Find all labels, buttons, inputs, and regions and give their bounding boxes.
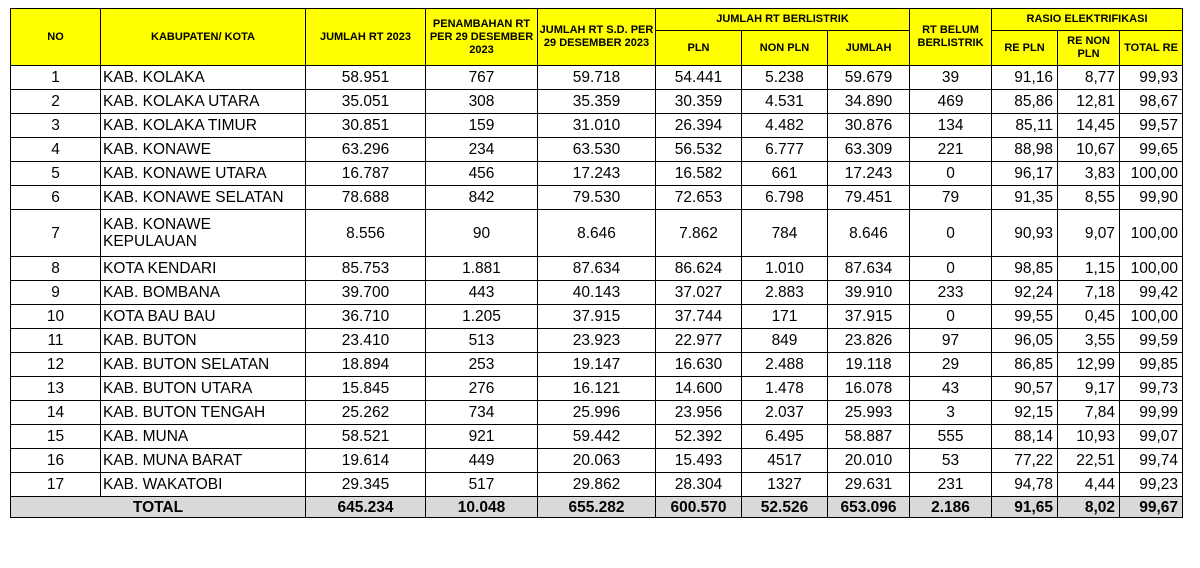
cell-re-pln: 91,16 — [992, 66, 1058, 90]
cell-name: KAB. WAKATOBI — [101, 473, 306, 497]
table-header — [11, 9, 1183, 66]
cell-name: KAB. KOLAKA TIMUR — [101, 114, 306, 138]
cell-rt2023: 39.700 — [306, 281, 426, 305]
cell-total-re: 99,74 — [1120, 449, 1183, 473]
cell-jumlah: 37.915 — [828, 305, 910, 329]
cell-rt2023: 36.710 — [306, 305, 426, 329]
cell-pln: 86.624 — [656, 257, 742, 281]
cell-non-pln: 4.531 — [742, 90, 828, 114]
cell-rt2023: 16.787 — [306, 162, 426, 186]
cell-belum: 3 — [910, 401, 992, 425]
table-row — [11, 305, 1183, 329]
cell-name: KAB. BOMBANA — [101, 281, 306, 305]
cell-no: 7 — [11, 210, 101, 257]
cell-non-pln: 6.777 — [742, 138, 828, 162]
cell-re-pln: 96,05 — [992, 329, 1058, 353]
cell-name: KAB. KONAWE KEPULAUAN — [101, 210, 306, 257]
cell-tambah: 456 — [426, 162, 538, 186]
cell-rt-sd: 63.530 — [538, 138, 656, 162]
cell-total-re: 99,42 — [1120, 281, 1183, 305]
cell-jumlah: 29.631 — [828, 473, 910, 497]
cell-re-pln: 90,57 — [992, 377, 1058, 401]
cell-rt2023: 23.410 — [306, 329, 426, 353]
cell-belum: 134 — [910, 114, 992, 138]
cell-rt-sd: 79.530 — [538, 186, 656, 210]
cell-non-pln: 849 — [742, 329, 828, 353]
cell-rt-sd: 16.121 — [538, 377, 656, 401]
cell-name: KAB. KONAWE UTARA — [101, 162, 306, 186]
cell-rt-sd: 35.359 — [538, 90, 656, 114]
total-re-non-pln: 8,02 — [1058, 497, 1120, 518]
cell-no: 8 — [11, 257, 101, 281]
cell-rt-sd: 29.862 — [538, 473, 656, 497]
cell-total-re: 99,99 — [1120, 401, 1183, 425]
total-rt-sd: 655.282 — [538, 497, 656, 518]
header-rasio-group: RASIO ELEKTRIFIKASI — [992, 9, 1183, 31]
cell-tambah: 443 — [426, 281, 538, 305]
cell-tambah: 276 — [426, 377, 538, 401]
header-penambahan: PENAMBAHAN RT PER 29 DESEMBER 2023 — [426, 9, 538, 66]
cell-jumlah: 17.243 — [828, 162, 910, 186]
cell-belum: 469 — [910, 90, 992, 114]
cell-belum: 97 — [910, 329, 992, 353]
cell-belum: 29 — [910, 353, 992, 377]
total-label: TOTAL — [11, 497, 306, 518]
cell-non-pln: 661 — [742, 162, 828, 186]
cell-no: 14 — [11, 401, 101, 425]
table-body — [11, 66, 1183, 518]
total-jumlah: 653.096 — [828, 497, 910, 518]
cell-belum: 39 — [910, 66, 992, 90]
cell-rt-sd: 59.442 — [538, 425, 656, 449]
cell-rt-sd: 20.063 — [538, 449, 656, 473]
header-berlistrik-group: JUMLAH RT BERLISTRIK — [656, 9, 910, 31]
cell-non-pln: 6.495 — [742, 425, 828, 449]
cell-name: KAB. BUTON TENGAH — [101, 401, 306, 425]
cell-tambah: 1.881 — [426, 257, 538, 281]
header-re-non-pln: RE NON PLN — [1058, 31, 1120, 66]
total-non-pln: 52.526 — [742, 497, 828, 518]
table-row — [11, 186, 1183, 210]
cell-non-pln: 2.883 — [742, 281, 828, 305]
total-pln: 600.570 — [656, 497, 742, 518]
cell-rt2023: 78.688 — [306, 186, 426, 210]
cell-tambah: 734 — [426, 401, 538, 425]
cell-name: KAB. BUTON SELATAN — [101, 353, 306, 377]
cell-pln: 16.582 — [656, 162, 742, 186]
cell-rt2023: 58.951 — [306, 66, 426, 90]
cell-re-non-pln: 1,15 — [1058, 257, 1120, 281]
cell-belum: 0 — [910, 210, 992, 257]
cell-no: 9 — [11, 281, 101, 305]
cell-total-re: 100,00 — [1120, 305, 1183, 329]
cell-rt2023: 29.345 — [306, 473, 426, 497]
cell-jumlah: 19.118 — [828, 353, 910, 377]
cell-jumlah: 34.890 — [828, 90, 910, 114]
cell-total-re: 98,67 — [1120, 90, 1183, 114]
cell-pln: 54.441 — [656, 66, 742, 90]
cell-no: 1 — [11, 66, 101, 90]
table-row — [11, 425, 1183, 449]
cell-no: 4 — [11, 138, 101, 162]
cell-re-non-pln: 10,67 — [1058, 138, 1120, 162]
cell-non-pln: 171 — [742, 305, 828, 329]
cell-jumlah: 63.309 — [828, 138, 910, 162]
cell-jumlah: 39.910 — [828, 281, 910, 305]
cell-no: 6 — [11, 186, 101, 210]
cell-tambah: 308 — [426, 90, 538, 114]
cell-tambah: 1.205 — [426, 305, 538, 329]
table-row — [11, 257, 1183, 281]
cell-non-pln: 784 — [742, 210, 828, 257]
total-total-re: 99,67 — [1120, 497, 1183, 518]
cell-total-re: 100,00 — [1120, 210, 1183, 257]
table-row — [11, 353, 1183, 377]
cell-re-pln: 77,22 — [992, 449, 1058, 473]
cell-belum: 555 — [910, 425, 992, 449]
cell-jumlah: 20.010 — [828, 449, 910, 473]
header-jumlah: JUMLAH — [828, 31, 910, 66]
header-re-pln: RE PLN — [992, 31, 1058, 66]
cell-name: KAB. KONAWE SELATAN — [101, 186, 306, 210]
cell-re-pln: 92,15 — [992, 401, 1058, 425]
cell-re-non-pln: 9,07 — [1058, 210, 1120, 257]
cell-belum: 0 — [910, 257, 992, 281]
cell-pln: 56.532 — [656, 138, 742, 162]
cell-no: 5 — [11, 162, 101, 186]
cell-pln: 23.956 — [656, 401, 742, 425]
cell-jumlah: 23.826 — [828, 329, 910, 353]
cell-pln: 28.304 — [656, 473, 742, 497]
cell-rt-sd: 23.923 — [538, 329, 656, 353]
cell-re-non-pln: 8,77 — [1058, 66, 1120, 90]
header-jumlah-rt-sd: JUMLAH RT S.D. PER 29 DESEMBER 2023 — [538, 9, 656, 66]
cell-re-pln: 85,11 — [992, 114, 1058, 138]
cell-re-non-pln: 7,18 — [1058, 281, 1120, 305]
cell-jumlah: 30.876 — [828, 114, 910, 138]
cell-name: KAB. MUNA — [101, 425, 306, 449]
cell-re-non-pln: 12,99 — [1058, 353, 1120, 377]
cell-no: 15 — [11, 425, 101, 449]
cell-rt2023: 85.753 — [306, 257, 426, 281]
cell-total-re: 100,00 — [1120, 162, 1183, 186]
cell-pln: 72.653 — [656, 186, 742, 210]
cell-rt2023: 15.845 — [306, 377, 426, 401]
cell-non-pln: 1327 — [742, 473, 828, 497]
cell-jumlah: 79.451 — [828, 186, 910, 210]
cell-total-re: 99,59 — [1120, 329, 1183, 353]
cell-non-pln: 2.037 — [742, 401, 828, 425]
cell-re-pln: 91,35 — [992, 186, 1058, 210]
cell-belum: 0 — [910, 305, 992, 329]
cell-name: KAB. BUTON — [101, 329, 306, 353]
cell-total-re: 99,65 — [1120, 138, 1183, 162]
cell-total-re: 99,93 — [1120, 66, 1183, 90]
cell-belum: 221 — [910, 138, 992, 162]
cell-pln: 52.392 — [656, 425, 742, 449]
cell-name: KAB. BUTON UTARA — [101, 377, 306, 401]
cell-rt-sd: 31.010 — [538, 114, 656, 138]
cell-rt-sd: 59.718 — [538, 66, 656, 90]
cell-re-non-pln: 14,45 — [1058, 114, 1120, 138]
cell-tambah: 767 — [426, 66, 538, 90]
cell-non-pln: 1.010 — [742, 257, 828, 281]
cell-total-re: 99,90 — [1120, 186, 1183, 210]
cell-no: 10 — [11, 305, 101, 329]
cell-no: 2 — [11, 90, 101, 114]
cell-name: KAB. MUNA BARAT — [101, 449, 306, 473]
cell-re-pln: 92,24 — [992, 281, 1058, 305]
cell-re-non-pln: 8,55 — [1058, 186, 1120, 210]
cell-jumlah: 16.078 — [828, 377, 910, 401]
table-row — [11, 377, 1183, 401]
cell-rt2023: 58.521 — [306, 425, 426, 449]
cell-jumlah: 87.634 — [828, 257, 910, 281]
cell-rt-sd: 25.996 — [538, 401, 656, 425]
cell-re-non-pln: 12,81 — [1058, 90, 1120, 114]
cell-tambah: 234 — [426, 138, 538, 162]
total-re-pln: 91,65 — [992, 497, 1058, 518]
cell-re-pln: 88,98 — [992, 138, 1058, 162]
cell-non-pln: 1.478 — [742, 377, 828, 401]
cell-tambah: 842 — [426, 186, 538, 210]
cell-tambah: 513 — [426, 329, 538, 353]
electrification-table — [10, 8, 1183, 518]
cell-rt-sd: 87.634 — [538, 257, 656, 281]
total-tambah: 10.048 — [426, 497, 538, 518]
cell-tambah: 90 — [426, 210, 538, 257]
total-belum: 2.186 — [910, 497, 992, 518]
cell-re-pln: 99,55 — [992, 305, 1058, 329]
cell-re-non-pln: 3,83 — [1058, 162, 1120, 186]
cell-rt2023: 18.894 — [306, 353, 426, 377]
cell-re-non-pln: 10,93 — [1058, 425, 1120, 449]
cell-rt-sd: 37.915 — [538, 305, 656, 329]
table-row — [11, 114, 1183, 138]
cell-tambah: 449 — [426, 449, 538, 473]
cell-re-non-pln: 7,84 — [1058, 401, 1120, 425]
table-row — [11, 401, 1183, 425]
cell-re-pln: 85,86 — [992, 90, 1058, 114]
header-pln: PLN — [656, 31, 742, 66]
header-belum-berlistrik: RT BELUM BERLISTRIK — [910, 9, 992, 66]
cell-pln: 37.027 — [656, 281, 742, 305]
table-row — [11, 329, 1183, 353]
cell-total-re: 99,85 — [1120, 353, 1183, 377]
cell-total-re: 99,07 — [1120, 425, 1183, 449]
cell-non-pln: 6.798 — [742, 186, 828, 210]
cell-non-pln: 2.488 — [742, 353, 828, 377]
cell-rt2023: 19.614 — [306, 449, 426, 473]
table-row — [11, 281, 1183, 305]
cell-pln: 15.493 — [656, 449, 742, 473]
cell-no: 3 — [11, 114, 101, 138]
cell-jumlah: 8.646 — [828, 210, 910, 257]
table-row — [11, 66, 1183, 90]
cell-belum: 0 — [910, 162, 992, 186]
cell-re-pln: 94,78 — [992, 473, 1058, 497]
cell-re-non-pln: 22,51 — [1058, 449, 1120, 473]
cell-total-re: 100,00 — [1120, 257, 1183, 281]
cell-pln: 37.744 — [656, 305, 742, 329]
cell-jumlah: 25.993 — [828, 401, 910, 425]
cell-rt2023: 63.296 — [306, 138, 426, 162]
cell-rt-sd: 40.143 — [538, 281, 656, 305]
cell-re-pln: 88,14 — [992, 425, 1058, 449]
cell-re-pln: 98,85 — [992, 257, 1058, 281]
cell-no: 17 — [11, 473, 101, 497]
cell-rt2023: 8.556 — [306, 210, 426, 257]
cell-re-pln: 90,93 — [992, 210, 1058, 257]
cell-total-re: 99,73 — [1120, 377, 1183, 401]
cell-no: 16 — [11, 449, 101, 473]
cell-rt-sd: 17.243 — [538, 162, 656, 186]
cell-belum: 53 — [910, 449, 992, 473]
cell-re-non-pln: 4,44 — [1058, 473, 1120, 497]
total-rt2023: 645.234 — [306, 497, 426, 518]
header-total-re: TOTAL RE — [1120, 31, 1183, 66]
cell-name: KOTA BAU BAU — [101, 305, 306, 329]
cell-pln: 26.394 — [656, 114, 742, 138]
table-row — [11, 210, 1183, 257]
cell-pln: 14.600 — [656, 377, 742, 401]
cell-non-pln: 4.482 — [742, 114, 828, 138]
cell-tambah: 159 — [426, 114, 538, 138]
cell-rt2023: 25.262 — [306, 401, 426, 425]
cell-re-pln: 96,17 — [992, 162, 1058, 186]
cell-tambah: 517 — [426, 473, 538, 497]
cell-pln: 30.359 — [656, 90, 742, 114]
cell-name: KAB. KONAWE — [101, 138, 306, 162]
cell-no: 13 — [11, 377, 101, 401]
table-row — [11, 473, 1183, 497]
table-row — [11, 449, 1183, 473]
cell-no: 12 — [11, 353, 101, 377]
cell-rt2023: 35.051 — [306, 90, 426, 114]
cell-belum: 233 — [910, 281, 992, 305]
cell-re-non-pln: 3,55 — [1058, 329, 1120, 353]
cell-tambah: 253 — [426, 353, 538, 377]
header-jumlah-rt-2023: JUMLAH RT 2023 — [306, 9, 426, 66]
cell-re-non-pln: 9,17 — [1058, 377, 1120, 401]
cell-belum: 79 — [910, 186, 992, 210]
cell-belum: 231 — [910, 473, 992, 497]
cell-pln: 22.977 — [656, 329, 742, 353]
cell-rt2023: 30.851 — [306, 114, 426, 138]
cell-total-re: 99,23 — [1120, 473, 1183, 497]
cell-name: KAB. KOLAKA — [101, 66, 306, 90]
table-row — [11, 90, 1183, 114]
cell-no: 11 — [11, 329, 101, 353]
cell-jumlah: 58.887 — [828, 425, 910, 449]
cell-rt-sd: 8.646 — [538, 210, 656, 257]
cell-jumlah: 59.679 — [828, 66, 910, 90]
table-row — [11, 162, 1183, 186]
cell-tambah: 921 — [426, 425, 538, 449]
header-kabupaten: KABUPATEN/ KOTA — [101, 9, 306, 66]
header-no: NO — [11, 9, 101, 66]
cell-re-non-pln: 0,45 — [1058, 305, 1120, 329]
header-non-pln: NON PLN — [742, 31, 828, 66]
cell-name: KOTA KENDARI — [101, 257, 306, 281]
table-row — [11, 138, 1183, 162]
cell-re-pln: 86,85 — [992, 353, 1058, 377]
cell-total-re: 99,57 — [1120, 114, 1183, 138]
cell-belum: 43 — [910, 377, 992, 401]
cell-pln: 16.630 — [656, 353, 742, 377]
cell-pln: 7.862 — [656, 210, 742, 257]
total-row — [11, 497, 1183, 518]
cell-name: KAB. KOLAKA UTARA — [101, 90, 306, 114]
cell-non-pln: 5.238 — [742, 66, 828, 90]
cell-non-pln: 4517 — [742, 449, 828, 473]
cell-rt-sd: 19.147 — [538, 353, 656, 377]
